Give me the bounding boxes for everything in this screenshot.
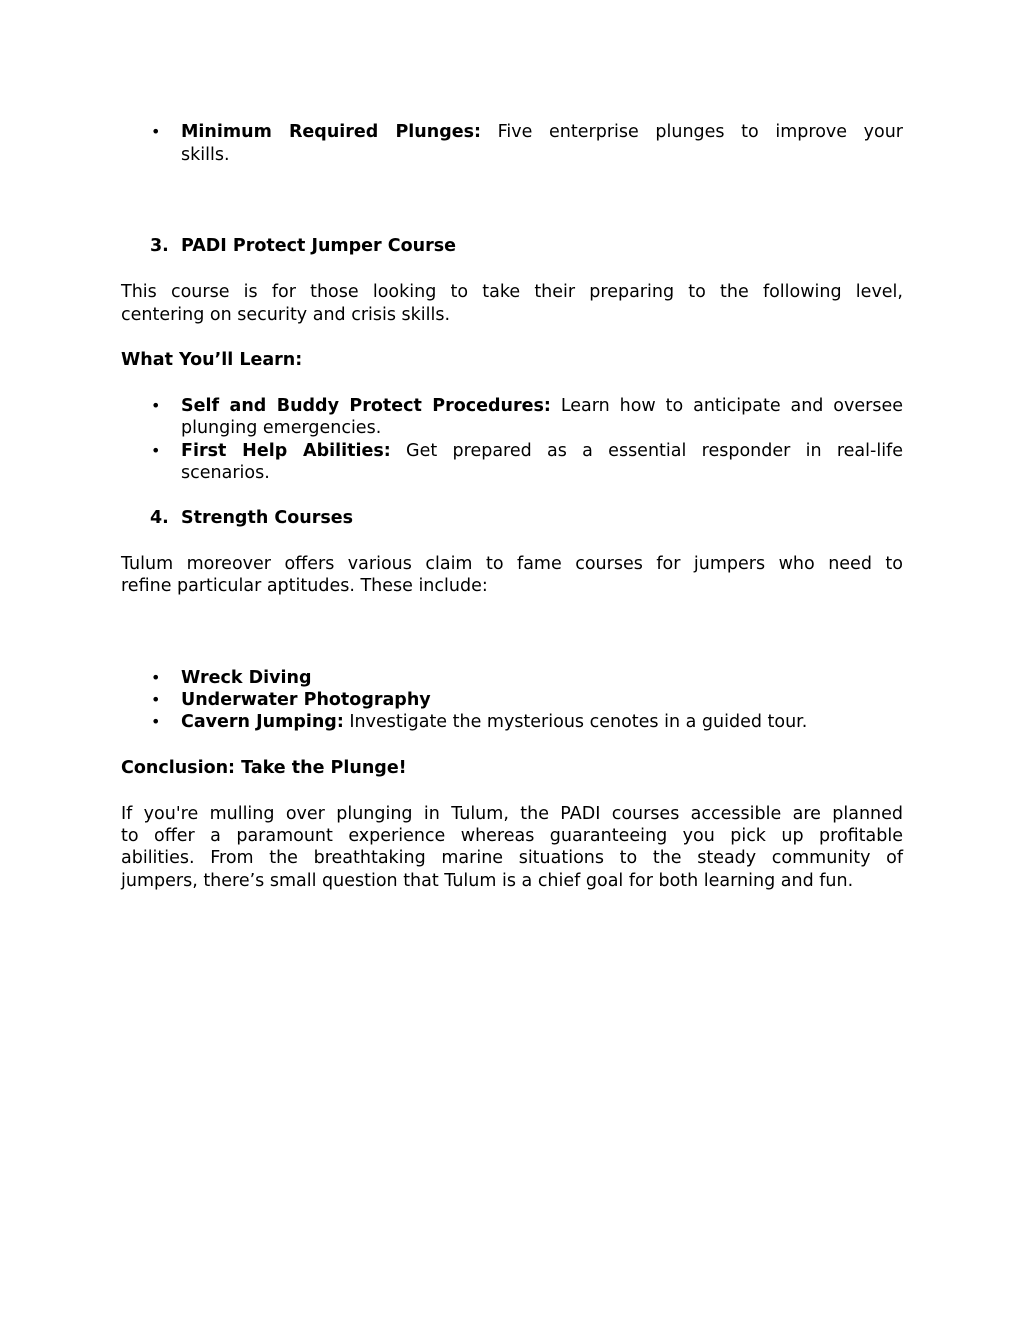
section-3-number: 3. — [150, 236, 169, 256]
bullet-marker: • — [151, 712, 161, 731]
list-item — [181, 711, 903, 733]
min-plunges-text: Five enterprise plunges to improve your — [481, 122, 903, 142]
list-item-label: Cavern Jumping: — [181, 712, 344, 732]
section-3-intro-line-2: centering on security and crisis skills. — [121, 305, 451, 325]
list-item-text: Learn how to anticipate and oversee — [550, 396, 903, 416]
list-item — [181, 667, 903, 689]
min-plunges-label: Minimum Required Plunges: — [181, 122, 482, 142]
bullet-marker: • — [151, 668, 161, 687]
list-item-label: Underwater Photography — [181, 690, 431, 710]
list-item-line-1 — [181, 395, 903, 417]
bullet-marker: • — [151, 396, 161, 415]
what-youll-learn-heading: What You’ll Learn: — [121, 350, 303, 370]
list-item-label: First Help Abilities: — [181, 441, 391, 461]
conclusion-line: If you're mulling over plunging in Tulum, the PADI courses accessible are planned — [121, 804, 903, 824]
min-plunges-line-1 — [181, 121, 903, 143]
list-item-line-2: plunging emergencies. — [181, 418, 382, 438]
conclusion-heading: Conclusion: Take the Plunge! — [121, 758, 407, 778]
list-item-label: Self and Buddy Protect Procedures: — [181, 396, 551, 416]
section-4-heading: Strength Courses — [181, 508, 354, 528]
list-item-text: Investigate the mysterious cenotes in a guided tour. — [343, 712, 808, 732]
list-item — [181, 689, 903, 711]
min-plunges-line-2: skills. — [181, 145, 230, 165]
list-item-line-2: scenarios. — [181, 463, 270, 483]
conclusion-line: jumpers, there’s small question that Tulum is a chief goal for both learning and fun. — [121, 871, 854, 891]
list-item-line-1 — [181, 440, 903, 462]
conclusion-line: to offer a paramount experience whereas guaranteeing you pick up profitable — [121, 826, 903, 846]
section-3-heading: PADI Protect Jumper Course — [181, 236, 457, 256]
section-4-intro-line-2: refine particular aptitudes. These include: — [121, 576, 488, 596]
section-3-intro-line-1: This course is for those looking to take their preparing to the following level, — [121, 282, 903, 302]
section-4-number: 4. — [150, 508, 169, 528]
bullet-marker: • — [151, 441, 161, 460]
bullet-marker: • — [151, 690, 161, 709]
bullet-marker: • — [151, 122, 161, 141]
list-item-text: Get prepared as a essential responder in real-life — [390, 441, 903, 461]
conclusion-line: abilities. From the breathtaking marine situations to the steady community of — [121, 848, 903, 868]
section-4-intro-line-1: Tulum moreover offers various claim to fame courses for jumpers who need to — [121, 554, 903, 574]
list-item-label: Wreck Diving — [181, 668, 312, 688]
